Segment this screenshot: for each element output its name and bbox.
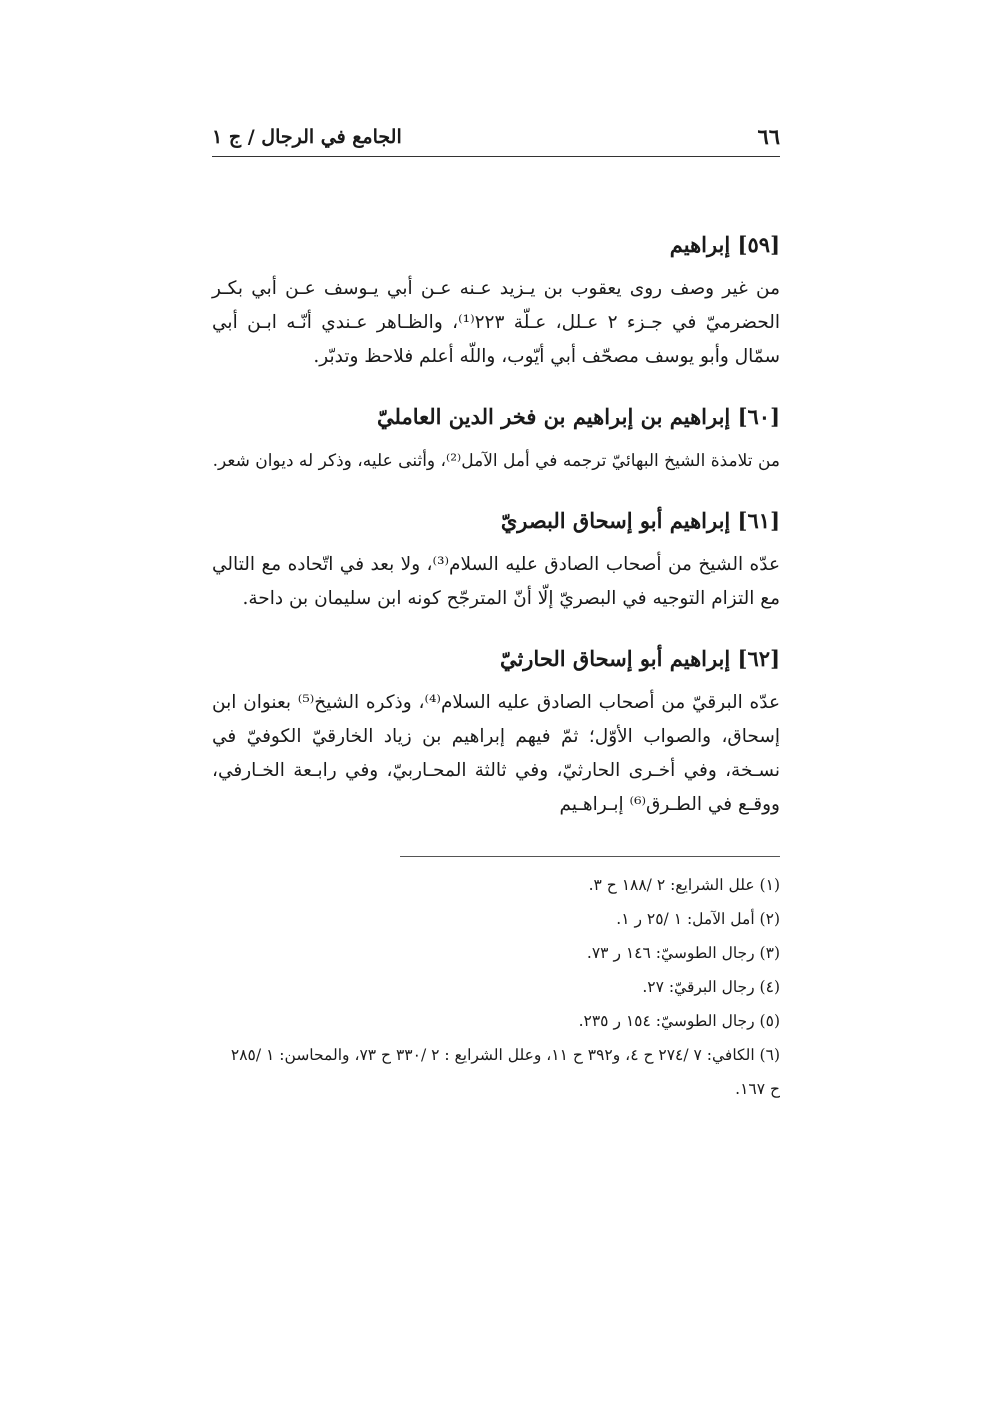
running-header: [212, 118, 780, 158]
page-number: ٦٦: [757, 124, 780, 149]
main-text: [212, 230, 780, 850]
entry-61: [212, 506, 780, 616]
footnote-6-continuation: ح ١٦٧.: [735, 1080, 780, 1098]
footnotes: [212, 868, 780, 1106]
entry-text: عدّه البرقيّ من أصحاب الصادق عليه السلام⁽⁴⁾، وذكره الشيخ⁽⁵⁾ بعنوان ابن إسحاق، والصواب الأوّل؛ ثمّ فيهم إبراهيم بن زياد الخارقيّ الكوفيّ في نسـخة، وفي أخـرى الحارثيّ، وفي ثالثة المحـاربيّ، وفي رابـعة الخـارفي، ووقـع في الطـرق⁽⁶⁾ إبـراهـيم: [212, 692, 780, 815]
entry-heading: [٦٢] إبراهيم أبو إسحاق الحارثيّ: [499, 646, 780, 671]
footnote-5: (٥) رجال الطوسيّ: ١٥٤ ر ٢٣٥.: [578, 1012, 780, 1030]
entry-62: [212, 644, 780, 822]
entry-heading: [٦٠] إبراهيم بن إبراهيم بن فخر الدين العامليّ: [377, 404, 780, 429]
footnote-2: (٢) أمل الآمل: ١ /٢٥ ر ١.: [616, 910, 780, 928]
entry-heading: [٦١] إبراهيم أبو إسحاق البصريّ: [500, 508, 780, 533]
footnote-6: (٦) الكافي: ٧ /٢٧٤ ح ٤، و٣٩٢ ح ١١، وعلل الشرايع : ٢ /٣٣٠ ح ٧٣، والمحاسن: ١ /٢٨٥: [230, 1046, 780, 1064]
footnote-1: (١) علل الشرايع: ٢ /١٨٨ ح ٣.: [588, 876, 780, 894]
header-divider: [212, 156, 780, 157]
footnote-divider: [400, 856, 780, 857]
header-title: الجامع في الرجال / ج ١: [212, 126, 402, 148]
entry-60: [212, 402, 780, 478]
footnote-3: (٣) رجال الطوسيّ: ١٤٦ ر ٧٣.: [586, 944, 780, 962]
entry-59: [212, 230, 780, 374]
entry-heading: [٥٩] إبراهيم: [669, 232, 780, 257]
entry-text: من تلامذة الشيخ البهائيّ ترجمه في أمل الآمل⁽²⁾، وأثنى عليه، وذكر له ديوان شعر.: [212, 451, 780, 471]
footnote-4: (٤) رجال البرقيّ: ٢٧.: [642, 978, 780, 996]
entry-text: عدّه الشيخ من أصحاب الصادق عليه السلام⁽³⁾، ولا بعد في اتّحاده مع التالي مع التزام التوجيه في البصريّ إلّا أنّ المترجّح كونه ابن سليمان بن داحة.: [212, 554, 780, 609]
entry-text: من غير وصف روى يعقوب بن يـزيد عـنه عـن أبي يـوسف عـن أبي بكـر الحضرميّ في جـزء ٢ عـلل، عـلّة ٢٢٣⁽¹⁾، والظـاهر عـندي أنّـه ابـن أبي سمّال وأبو يوسف مصحّف أبي أيّوب، واللّه أعلم فلاحظ وتدبّر.: [212, 278, 780, 367]
